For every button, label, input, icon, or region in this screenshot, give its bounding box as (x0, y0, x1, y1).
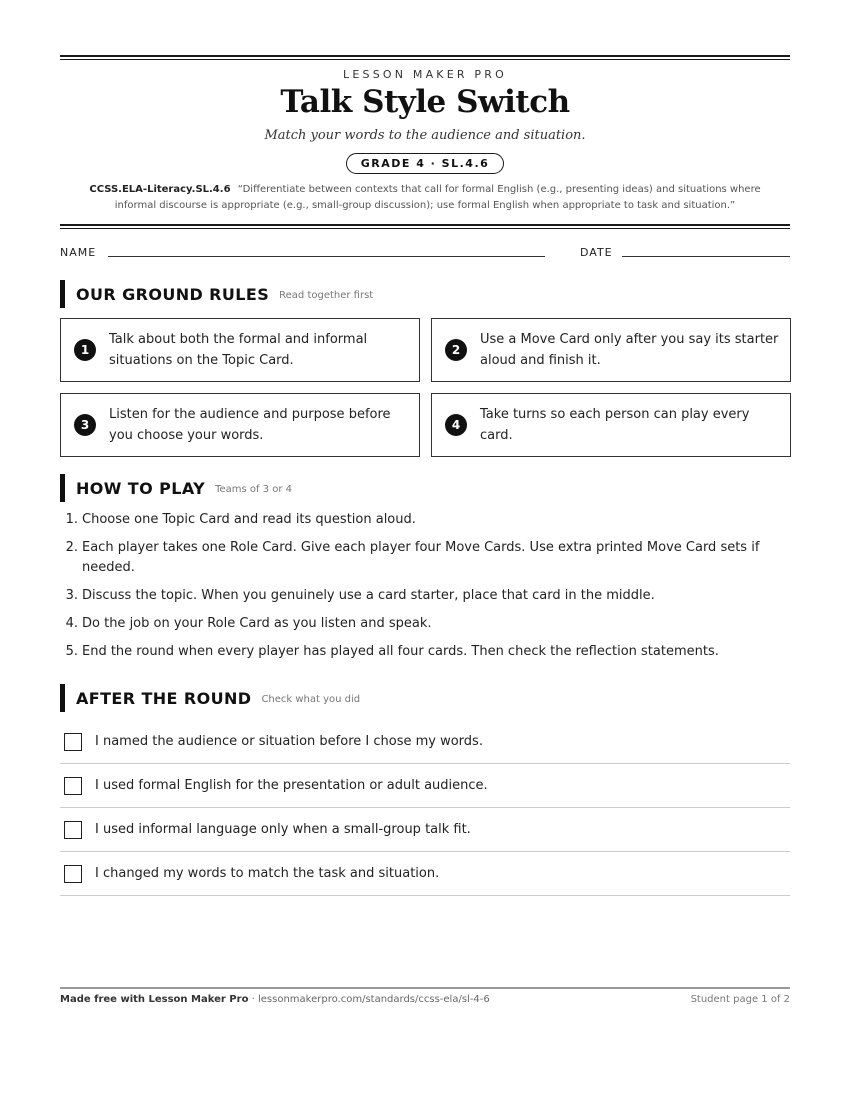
date-field-line[interactable] (622, 256, 790, 257)
rule-text: Use a Move Card only after you say its starter aloud and finish it. (480, 332, 779, 368)
checklist-text: I changed my words to match the task and situation. (95, 866, 440, 881)
ground-rule-card (431, 318, 791, 382)
after-round-title: AFTER THE ROUND (76, 688, 252, 708)
checkbox[interactable] (64, 821, 82, 839)
rule-number-badge: 3 (74, 414, 96, 436)
footer-rule (60, 987, 790, 989)
checklist-item (60, 764, 790, 808)
how-to-play-title: HOW TO PLAY (76, 478, 206, 498)
list-item (60, 614, 790, 634)
checklist-item (60, 852, 790, 896)
name-label: NAME (60, 246, 97, 259)
step-number: 2. (65, 540, 78, 555)
checkbox[interactable] (64, 865, 82, 883)
rule-number-badge: 1 (74, 339, 96, 361)
header-top-rule (60, 55, 790, 60)
checklist-item (60, 808, 790, 852)
rule-text: Listen for the audience and purpose before you choose your words. (109, 407, 391, 443)
rule-text: Take turns so each person can play every card. (480, 407, 750, 443)
footer-credit (60, 994, 490, 1005)
step-text: Each player takes one Role Card. Give each player four Move Cards. Use extra printed Move Card sets if needed. (82, 540, 760, 575)
standard-text: “Differentiate between contexts that call for formal English (e.g., presenting ideas) and situations where informal discourse is appropriate (e.g., small-group discussion); use formal English when appropriate to task and situation.” (114, 184, 761, 211)
step-number: 3. (65, 588, 78, 603)
steps-list (60, 510, 790, 670)
checklist-text: I named the audience or situation before I chose my words. (95, 734, 483, 749)
how-to-play-subtitle: Teams of 3 or 4 (215, 484, 293, 495)
ground-rules-title: OUR GROUND RULES (76, 284, 270, 304)
rule-text: Talk about both the formal and informal situations on the Topic Card. (109, 332, 368, 368)
reflection-checklist (60, 720, 790, 896)
ground-rules-subtitle: Read together first (279, 290, 374, 301)
rule-number-badge: 4 (445, 414, 467, 436)
checklist-text: I used formal English for the presentation or adult audience. (95, 778, 488, 793)
step-text: Do the job on your Role Card as you listen and speak. (82, 616, 432, 631)
after-round-subtitle: Check what you did (261, 694, 361, 705)
brand-name: LESSON MAKER PRO (343, 68, 507, 81)
checkbox[interactable] (64, 777, 82, 795)
list-item (60, 510, 790, 530)
step-number: 1. (65, 512, 78, 527)
how-to-play-heading (60, 474, 292, 502)
date-label: DATE (580, 246, 613, 259)
rule-number-badge: 2 (445, 339, 467, 361)
footer-made-by: Made free with Lesson Maker Pro (60, 994, 249, 1005)
standard-code: CCSS.ELA-Literacy.SL.4.6 (89, 184, 231, 195)
checkbox[interactable] (64, 733, 82, 751)
ground-rule-card (60, 318, 420, 382)
list-item (60, 642, 790, 662)
grade-badge-wrap (60, 152, 790, 174)
step-text: Discuss the topic. When you genuinely use a card starter, place that card in the middle. (82, 588, 655, 603)
step-text: Choose one Topic Card and read its question aloud. (82, 512, 416, 527)
checklist-text: I used informal language only when a small-group talk fit. (95, 822, 471, 837)
name-field-line[interactable] (108, 256, 545, 257)
after-round-heading (60, 684, 360, 712)
ground-rule-card (431, 393, 791, 457)
footer-page-info: Student page 1 of 2 (690, 994, 790, 1005)
page-title: Talk Style Switch (280, 84, 570, 120)
list-item (60, 538, 790, 578)
ground-rules-heading (60, 280, 373, 308)
footer-url-link[interactable]: lessonmakerpro.com/standards/ccss-ela/sl-4-6 (257, 994, 490, 1005)
footer-separator: · (248, 994, 258, 1005)
ground-rule-card (60, 393, 420, 457)
list-item (60, 586, 790, 606)
page-subtitle: Match your words to the audience and situation. (264, 128, 586, 143)
header-bottom-rule (60, 224, 790, 229)
standard-statement (60, 182, 790, 214)
step-number: 5. (65, 644, 78, 659)
worksheet-page (60, 0, 790, 1100)
checklist-item (60, 720, 790, 764)
grade-badge: GRADE 4 · SL.4.6 (346, 153, 505, 174)
step-number: 4. (65, 616, 78, 631)
step-text: End the round when every player has played all four cards. Then check the reflection statements. (82, 644, 719, 659)
